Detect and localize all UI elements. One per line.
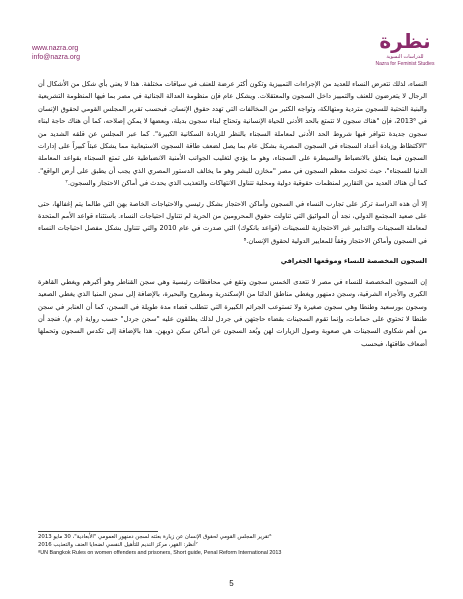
paragraph: النساء، لذلك تتعرض النساء للعديد من الإجراءات التمييزية وتكون أكثر عرضة للعنف في سياقات مختلفة. هذا لا يعني بأي شكل من الأشكال أن الرجال لا يتعرضون للعنف والتمييز داخل السجون والمعتقلات. ويشكل عام فإن منظومة العدالة الجنائية في مصر بما فيها المنظومة التشريعية والبنية التحتية للسجون متردية ومتهالكة، وتواجه الكثير من المخالفات التي تهدد حقوق الإنسان. فبحسب تقرير المجلس القومي لحقوق الإنسان في 2013⁶، فإن "هناك سجون لا تتمتع بالحد الأدنى للحياة الإنسانية وتحتاج لبناء سجون بديلة، وبعضها لا يمكن إصلاحه، كما أن هناك حاجة لبناء سجون جديدة تتوافر فيها شروط الحد الأدنى لمعاملة السجناء بالنظر للزيادة السكانية الكبيرة". كما عبر المجلس عن قلقه الشديد من "الاكتظاظ وزيادة أعداد السجناء في السجون المصرية بشكل عام بما يصل لضعف طاقة السجون الاستيعابية مما يشكل عبئاً كبيراً على إدارات السجون فيما يتعلق بالانضباط والسيطرة على السجناء، وهو ما يؤدي لتغليب الجوانب الأمنية الانضباطية على تمتع السجناء بقواعد المعاملة الدنيا للسجناء"، حيث تحولت معظم السجون في مصر "مخازن للبشر وهو ما يخالف الدستور المصري الذي يجب أن يطبق على أرض الواقع". كما أن هناك العديد من التقارير لمنظمات حقوقية دولية ومحلية تتناول الانتهاكات والتعذيب الذي يحدث في أماكن الاحتجاز والسجون.⁷ xyxy=(38,80,428,188)
footnotes xyxy=(38,534,427,557)
logo-arabic-tagline: للدراسات النسوية xyxy=(386,54,424,60)
paragraph: إلا أن هذه الدراسة تركز على تجارب النساء في السجون وأماكن الاحتجاز بشكل رئيسي والاحتياجات الخاصة بهن التي طالما يتم إغفالها، حتى على صعيد المجتمع الدولي، نجد أن المواثيق التي تناولت حقوق المحرومين من الحرية لم تتناول احتياجات النساء. باستثناء قواعد الأمم المتحدة لمعاملة السجينات والتدابير غير الاحتجازية للسجينات (قواعد بانكوك) التي صدرت في عام 2010 والتي تتناول بشكل مفصل احتياجات النساء في السجون وأماكن الاحتجاز وفقاً للمعايير الدولية لحقوق الإنسان.⁸ xyxy=(38,199,427,245)
document-body xyxy=(38,78,427,358)
page-number: 5 xyxy=(229,579,234,588)
logo-english-tagline: Nazra for Feminist Studies xyxy=(375,61,435,67)
footnote-6: ⁶تقرير المجلس القومي لحقوق الإنسان عن زيارة بعثته لسجن دمنهور العمومي "الأبعادية"، 30 مايو 2013 xyxy=(38,534,272,540)
logo-wordmark: نظرة xyxy=(379,29,431,53)
email-link[interactable]: info@nazra.org xyxy=(32,54,80,61)
website-link[interactable]: www.nazra.org xyxy=(32,45,79,52)
nazra-logo xyxy=(375,28,435,80)
section-heading: السجون المخصصة للنساء وموقعها الجغرافي xyxy=(280,257,427,266)
logo-mark-icon xyxy=(375,28,435,54)
paragraph: إن السجون المخصصة للنساء في مصر لا تتعدى الخمس سجون وتقع في محافظات رئيسية وهي سجن القناطر وهو أكبرهم ويغطي القاهرة الكبرى والأجزاء الشرقية، وسجن دمنهور ويغطي مناطق الدلتا من الإسكندرية ومطروح والبحيرة، بالإضافة إلى سجن المنيا الذي يغطي الصعيد وسجون بورسعيد وطنطا وهي سجون صغيرة ولا تستوعب الجرائم الكبيرة التي تتطلب قضاء مدة طويلة في السجن، كما أن العنابر في سجن طنطا لا تحتوي على حمامات، وإنما تقوم السجينات بقضاء حاجتهن في جردل لذلك يطلقون عليه "سجن جردل" حسب رواية (م. م). فنجد أن من أهم شكاوى السجينات هي صعوبة وصول الزيارات لهن وبُعد السجون عن أماكن سكن ذويهن. هذا بالإضافة إلى تكدس السجون وتحملها أضعاف طاقتها، فبحسب xyxy=(38,277,427,348)
contact-block xyxy=(32,44,80,62)
footnote-8: ⁸UN Bangkok Rules on women offenders and prisoners, Short guide, Penal Reform International 2013 xyxy=(38,549,282,556)
footnote-7: ⁷أنظر: القهر، مركز النديم للتأهيل النفسي لضحايا العنف والتعذيب 2016 xyxy=(38,541,198,548)
footnote-separator xyxy=(38,531,158,532)
